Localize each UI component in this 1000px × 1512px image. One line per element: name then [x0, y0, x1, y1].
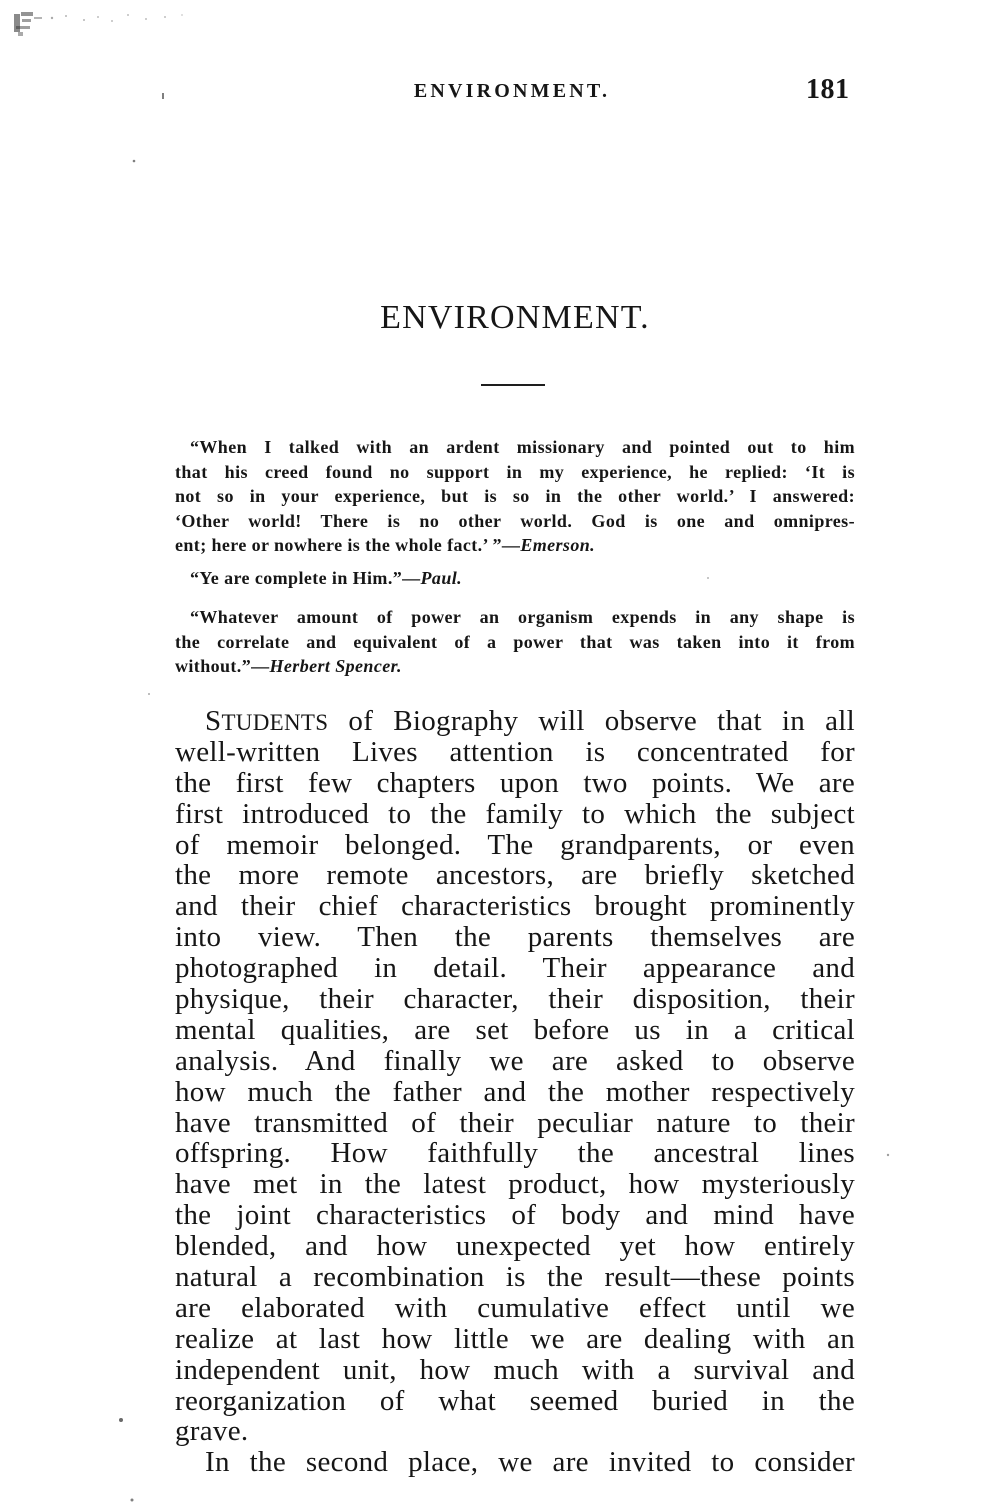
- epigraph-line-text: “Ye are complete in Him.”—: [190, 568, 421, 588]
- body-line: of memoir belonged. The grandparents, or even: [175, 828, 855, 861]
- chapter-title: ENVIRONMENT.: [380, 299, 650, 336]
- epigraph-line: that his creed found no support in my experience, he replied: ‘It is: [175, 461, 855, 482]
- scan-speck: [21, 12, 33, 16]
- body-line: well-written Lives attention is concentrated for: [175, 735, 855, 768]
- running-header-title: ENVIRONMENT.: [413, 80, 611, 102]
- scan-speck: [16, 26, 30, 29]
- epigraph-attribution: Paul.: [420, 568, 463, 588]
- epigraph-line: the correlate and equivalent of a power that was taken into it from: [175, 631, 855, 652]
- epigraph-paul: [175, 566, 855, 591]
- scan-speck: [83, 19, 85, 21]
- epigraph-line: not so in your experience, but is so in the other world.’ I answered:: [175, 486, 855, 506]
- epigraph-line: “When I talked with an ardent missionary and pointed out to him: [190, 437, 855, 457]
- scan-speck: [111, 20, 113, 22]
- epigraph-line: ‘Other world! There is no other world. God is one and omnipres-: [175, 510, 855, 531]
- body-line: into view. Then the parents themselves are: [175, 921, 855, 954]
- scan-speck: [145, 18, 147, 20]
- body-line: photographed in detail. Their appearance and: [175, 952, 855, 985]
- scan-speck: [131, 1499, 134, 1502]
- scan-speck: [34, 17, 42, 19]
- scan-speck: [97, 16, 99, 18]
- body-line: mental qualities, are set before us in a critical: [175, 1013, 855, 1046]
- epigraph-line: [175, 654, 855, 679]
- scan-speck: [181, 14, 183, 16]
- body-line: analysis. And finally we are asked to observe: [175, 1044, 855, 1077]
- body-line: [175, 706, 855, 737]
- body-line: realize at last how little we are dealing with an: [175, 1322, 855, 1355]
- body-line: the first few chapters upon two points. We are: [175, 766, 855, 799]
- page-number: 181: [806, 74, 850, 105]
- scan-speck: [164, 16, 166, 18]
- body-line: reorganization of what seemed buried in the: [175, 1384, 855, 1417]
- epigraph-line-text: without.”—: [175, 656, 270, 676]
- scan-speck: [119, 1418, 123, 1422]
- scan-speck: [162, 93, 164, 99]
- scan-speck: [51, 17, 53, 19]
- body-text: [175, 706, 855, 1478]
- body-line-text: of Biography will observe that in all: [348, 705, 855, 737]
- epigraph-attribution: Emerson.: [520, 535, 596, 555]
- epigraph-line: [175, 566, 855, 591]
- epigraph-line: “Whatever amount of power an organism expends in any shape is: [190, 607, 855, 627]
- scan-speck: [22, 19, 31, 22]
- body-line: independent unit, how much with a survival and: [175, 1353, 855, 1386]
- epigraph-line: [175, 533, 855, 558]
- scan-speck: [65, 15, 67, 17]
- body-line: blended, and how unexpected yet how entirely: [175, 1230, 855, 1263]
- body-line: have met in the latest product, how mysteriously: [175, 1168, 855, 1201]
- body-line: and their chief characteristics brought prominently: [175, 890, 855, 923]
- lead-word: STUDENTS: [205, 705, 329, 737]
- scan-speck: [148, 693, 150, 695]
- body-line: In the second place, we are invited to consider: [205, 1446, 855, 1479]
- body-line: physique, their character, their disposition, their: [175, 983, 855, 1016]
- body-line: have transmitted of their peculiar nature to their: [175, 1106, 855, 1139]
- title-rule: [481, 384, 545, 386]
- scan-speck: [133, 160, 136, 163]
- epigraph-attribution: Herbert Spencer.: [269, 656, 402, 676]
- scan-speck: [18, 32, 23, 36]
- epigraph-line-text: ent; here or nowhere is the whole fact.’ ”—: [175, 535, 521, 555]
- scan-speck: [14, 14, 20, 32]
- body-line: grave.: [175, 1415, 249, 1448]
- scan-speck: [127, 14, 129, 16]
- epigraph-emerson: [175, 435, 855, 558]
- body-line: the joint characteristics of body and mind have: [175, 1199, 855, 1232]
- body-line: how much the father and the mother respectively: [175, 1075, 855, 1108]
- epigraph-spencer: [175, 605, 855, 679]
- body-line: natural a recombination is the result—these points: [175, 1261, 855, 1294]
- scan-speck: [887, 1154, 889, 1156]
- body-line: the more remote ancestors, are briefly sketched: [175, 859, 855, 892]
- body-line: offspring. How faithfully the ancestral lines: [175, 1137, 855, 1170]
- body-line: first introduced to the family to which the subject: [175, 797, 855, 830]
- body-line: are elaborated with cumulative effect until we: [175, 1291, 855, 1324]
